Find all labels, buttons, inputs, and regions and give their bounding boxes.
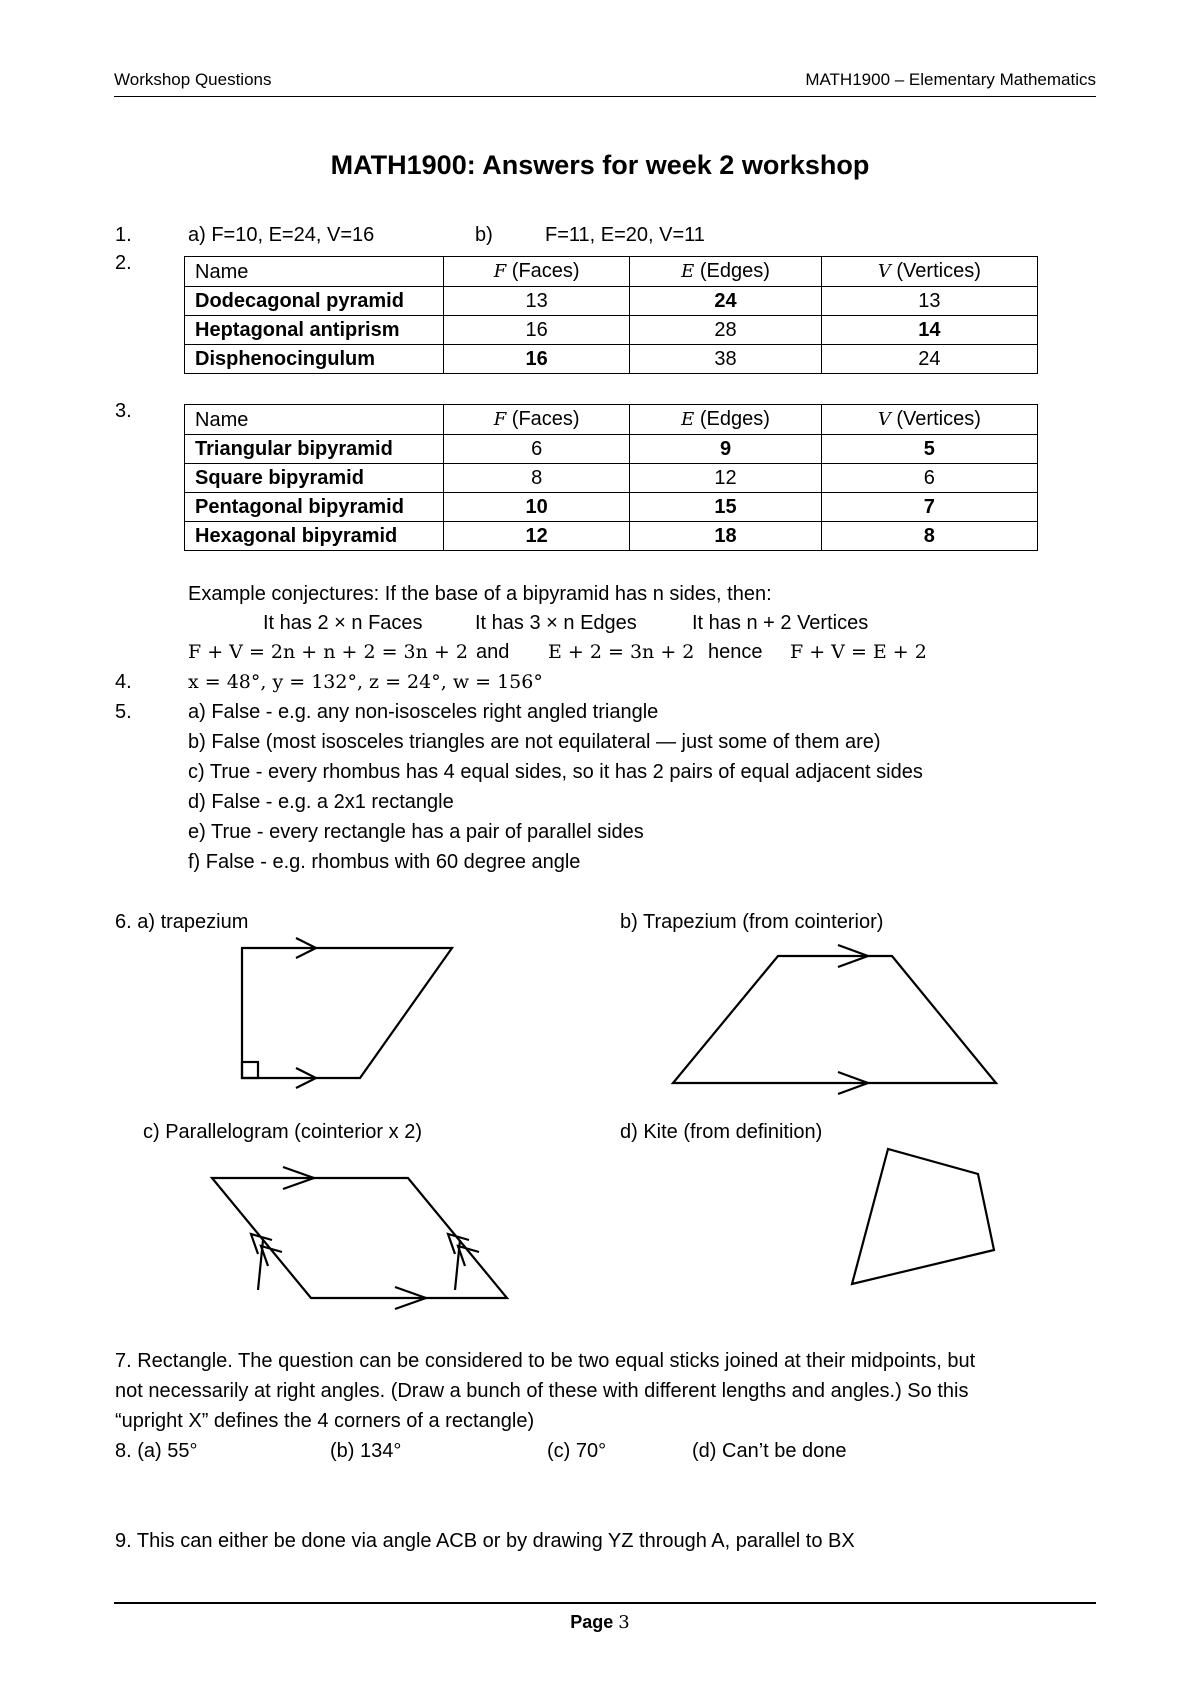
table-row: Triangular bipyramid 6 9 5 <box>185 435 1038 464</box>
trapezium-figure <box>242 938 452 1088</box>
q5-number: 5. <box>115 701 132 723</box>
formula-and: and <box>476 641 510 663</box>
q5-line: f) False - e.g. rhombus with 60 degree angle <box>188 851 581 873</box>
footer-rule <box>114 1602 1096 1604</box>
q7-line3: “upright X” defines the 4 corners of a rectangle) <box>115 1410 535 1432</box>
table-header-row: Name F (Faces) E (Edges) V (Vertices) <box>185 405 1038 435</box>
table-row: Pentagonal bipyramid 10 15 7 <box>185 493 1038 522</box>
q7-line2: not necessarily at right angles. (Draw a bunch of these with different lengths and angles.) So this <box>115 1380 969 1402</box>
q2-number: 2. <box>115 252 132 274</box>
kite-figure <box>852 1149 994 1284</box>
q6d-label: d) Kite (from definition) <box>620 1121 823 1143</box>
q6a-label: 6. a) trapezium <box>115 911 249 933</box>
q7-line1: 7. Rectangle. The question can be considered to be two equal sticks joined at their midpoints, but <box>115 1350 976 1372</box>
conjecture-faces: It has 2 × n Faces <box>263 612 423 634</box>
col-edges: E (Edges) <box>630 257 821 287</box>
q6c-label: c) Parallelogram (cointerior x 2) <box>143 1121 422 1143</box>
header-right: MATH1900 – Elementary Mathematics <box>805 70 1096 89</box>
conjecture-vertices: It has n + 2 Vertices <box>692 612 869 634</box>
q6b-label: b) Trapezium (from cointerior) <box>620 911 884 933</box>
q5-line: b) False (most isosceles triangles are not equilateral — just some of them are) <box>188 731 881 753</box>
q8-a: 8. (a) 55° <box>115 1440 198 1462</box>
conjecture-edges: It has 3 × n Edges <box>475 612 637 634</box>
parallelogram-figure <box>212 1167 507 1309</box>
q1-number: 1. <box>115 224 132 246</box>
q8-b: (b) 134° <box>330 1440 402 1462</box>
col-faces: F (Faces) <box>444 257 630 287</box>
col-vertices: V (Vertices) <box>821 257 1037 287</box>
table-row: Disphenocingulum 16 38 24 <box>185 345 1038 374</box>
formula-3: F + V = E + 2 <box>790 641 927 663</box>
q4-number: 4. <box>115 671 132 693</box>
formula-1: F + V = 2n + n + 2 = 3n + 2 <box>188 641 468 663</box>
table-row: Hexagonal bipyramid 12 18 8 <box>185 522 1038 551</box>
q1-b-label: b) <box>475 224 493 246</box>
q5-line: d) False - e.g. a 2x1 rectangle <box>188 791 454 813</box>
q1-answer-b: F=11, E=20, V=11 <box>545 224 705 246</box>
q1-answer-a: a) F=10, E=24, V=16 <box>188 224 375 246</box>
formula-2: E + 2 = 3n + 2 <box>548 641 695 663</box>
q5-line: a) False - e.g. any non-isosceles right angled triangle <box>188 701 659 723</box>
table-row: Square bipyramid 8 12 6 <box>185 464 1038 493</box>
page-title: MATH1900: Answers for week 2 workshop <box>330 150 870 180</box>
page-number: Page 3 <box>570 1612 630 1633</box>
table-row: Heptagonal antiprism 16 28 14 <box>185 316 1038 345</box>
q8-c: (c) 70° <box>547 1440 607 1462</box>
header-left: Workshop Questions <box>114 70 272 89</box>
q5-line: e) True - every rectangle has a pair of parallel sides <box>188 821 644 843</box>
trapezium-b-figure <box>673 945 996 1094</box>
q5-line: c) True - every rhombus has 4 equal sides, so it has 2 pairs of equal adjacent sides <box>188 761 923 783</box>
q9-text: 9. This can either be done via angle ACB or by drawing YZ through A, parallel to BX <box>115 1530 855 1552</box>
col-name: Name <box>185 257 444 287</box>
table-row: Dodecagonal pyramid 13 24 13 <box>185 287 1038 316</box>
q3-number: 3. <box>115 400 132 422</box>
conjecture-intro: Example conjectures: If the base of a bipyramid has n sides, then: <box>188 583 772 605</box>
formula-hence: hence <box>708 641 763 663</box>
q8-d: (d) Can’t be done <box>692 1440 847 1462</box>
q4-answer: x = 48°, y = 132°, z = 24°, w = 156° <box>188 671 543 693</box>
